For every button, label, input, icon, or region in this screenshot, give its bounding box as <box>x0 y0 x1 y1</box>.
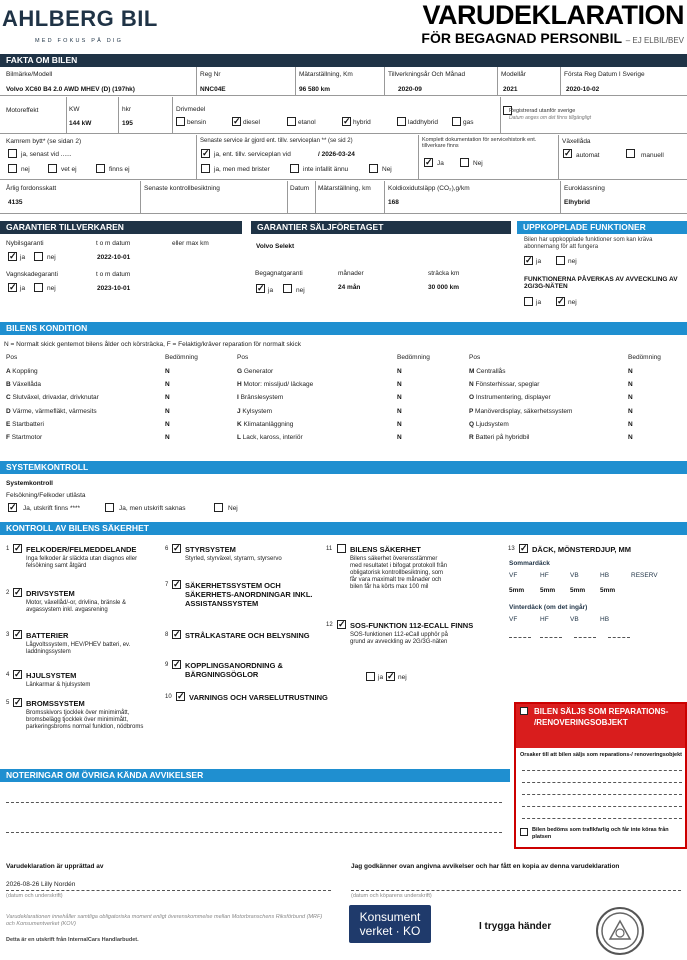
kondition-label: Slutväxel, drivaxlar, drivknutar <box>12 394 99 402</box>
checkbox-item-3[interactable]: ✓ <box>14 629 22 639</box>
reparationsobjekt-title: BILEN SÄLJS SOM REPARATIONS- /RENOVERINGSOBJEKT <box>534 707 669 727</box>
kondition-value: N <box>165 407 170 415</box>
label-vagn-ja: ja <box>20 285 26 292</box>
kondition-value: N <box>628 420 633 428</box>
checkbox-kamrem-ja[interactable] <box>8 149 17 158</box>
sommar-value: 5mm <box>509 587 525 594</box>
ko-line2: verket · KO <box>359 924 421 938</box>
checkbox-service-brister[interactable] <box>201 164 210 173</box>
kondition-label: Bränslesystem <box>240 394 284 402</box>
value-reg: NNC04E <box>200 86 226 93</box>
label-co2: Koldioxidutsläpp (CO₂),g/km <box>388 185 470 192</box>
item-number: 4 <box>6 672 10 678</box>
kondition-row <box>6 434 42 441</box>
kondition-row <box>6 394 99 401</box>
kondition-value: N <box>397 368 402 375</box>
value-service-date: / 2026-03-24 <box>318 151 355 158</box>
item-description: Länkarmar & hjulsystem <box>26 682 91 688</box>
item-description: Bilens säkerhet överensstämmer med resultatet i bifogat protokoll från obligatorisk kontrollbesiktning, som får vara maximalt tre månader och bilen får ha körts max 100 mil <box>350 556 448 590</box>
label-skatt: Årlig fordonsskatt <box>6 185 57 192</box>
label-beg-ja: ja <box>268 287 274 294</box>
label-komplett: Komplett dokumentation för servicehistorik ent. tillverkare finns <box>422 137 537 149</box>
kondition-row <box>469 368 506 375</box>
kondition-key: D <box>6 407 13 415</box>
tire-col-HB: HB <box>600 572 610 579</box>
section-kondition-title: BILENS KONDITION <box>0 322 687 335</box>
label-service: Senaste service är gjord ent. tillv. serviceplan ** (se sid 2) <box>200 138 353 144</box>
kondition-row <box>469 394 551 401</box>
value-skatt: 4135 <box>8 199 23 206</box>
checkbox-kamrem-finns-ej[interactable] <box>96 164 105 173</box>
item-number: 13 <box>508 546 515 552</box>
label-system-saknas: Ja, men utskrift saknas <box>119 505 186 512</box>
checkbox-sos-ja[interactable] <box>366 672 375 681</box>
item-heading: HJULSYSTEM <box>26 671 77 680</box>
checkbox-item-13[interactable]: ✓ <box>520 543 528 553</box>
label-upp-ja: ja <box>536 258 542 265</box>
item-description: Inga felkoder är släckta utan diagnos eller felsökning samt åtgärd <box>26 556 138 569</box>
checkbox-item-4[interactable]: ✓ <box>14 669 22 679</box>
brand-slogan: MED FOKUS PÅ DIG <box>35 38 124 44</box>
section-saljaren-title: GARANTIER SÄLJFÖRETAGET <box>251 221 511 234</box>
label-diesel: diesel <box>243 119 260 126</box>
footer-datum-sign: (datum och underskrift) <box>6 893 63 899</box>
checkbox-automat[interactable]: ✓ <box>564 148 572 158</box>
label-hybrid: hybrid <box>353 119 371 126</box>
value-vagn-date: 2023-10-01 <box>97 285 131 292</box>
checkbox-vagn-ja[interactable]: ✓ <box>9 282 17 292</box>
kondition-label: Startbatteri <box>12 420 44 428</box>
value-selekt: Volvo Selekt <box>256 243 295 250</box>
kondition-legend: N = Normalt skick gentemot bilens ålder och körsträcka, F = Felaktig/kräver reparation för normalt skick <box>4 341 301 348</box>
label-datum: Datum <box>290 185 310 192</box>
tire-col-vinter-HB: HB <box>600 616 610 623</box>
k-bed-2: Bedömning <box>397 354 430 361</box>
kondition-value: N <box>628 407 633 415</box>
footer-date-name: 2026-08-26 Lilly Nordén <box>6 881 76 888</box>
system-head: Systemkontroll <box>6 480 53 487</box>
vinter-value-line <box>608 637 630 638</box>
label-sos-ja: ja <box>378 674 384 681</box>
label-kamrem-vet-ej: vet ej <box>61 166 77 173</box>
ko-line1: Konsument <box>359 910 421 924</box>
item-number: 5 <box>6 700 10 706</box>
label-model: Bilmärke/Modell <box>6 71 53 78</box>
section-garantier-title: GARANTIER TILLVERKAREN <box>0 221 242 234</box>
mrf-seal-icon <box>596 907 644 955</box>
item-description: Lågvoltssystem, HEV/PHEV batteri, ev. laddningssystem <box>26 642 131 655</box>
kondition-key: M <box>469 368 477 375</box>
item-heading: BILENS SÄKERHET <box>350 545 421 554</box>
checkbox-upp2-nej[interactable]: ✓ <box>557 296 565 306</box>
checkbox-sos-nej[interactable]: ✓ <box>387 671 395 681</box>
kondition-value: N <box>397 420 402 428</box>
label-automat: automat <box>576 152 600 159</box>
label-vagn-nej: nej <box>47 285 56 292</box>
tire-col-VF: VF <box>509 572 518 579</box>
brand-name: AHLBERG BIL <box>2 6 158 31</box>
label-komplett-nej: Nej <box>473 160 483 167</box>
label-reg-utanfor: Registrerad utanför sverige <box>509 108 576 114</box>
section-noteringar-title: NOTERINGAR OM ÖVRIGA KÄNDA AVVIKELSER <box>0 769 510 782</box>
document-subtitle: FÖR BEGAGNAD PERSONBIL – EJ ELBIL/BEV <box>421 30 684 46</box>
kondition-key: N <box>469 381 476 389</box>
label-stracka: sträcka km <box>428 270 460 277</box>
checkbox-diesel[interactable]: ✓ <box>233 116 241 126</box>
item-description: Motor, växellåd/-or, drivlina, bränsle & avgassystem inkl. avgasrening <box>26 600 127 613</box>
value-modellar: 2021 <box>503 86 518 93</box>
item-number: 10 <box>165 694 172 700</box>
kondition-label: Fönsterhissar, speglar <box>475 381 540 389</box>
checkbox-item-12[interactable]: ✓ <box>338 619 346 629</box>
value-hkr: 195 <box>122 120 133 127</box>
value-beg-months: 24 mån <box>338 284 361 291</box>
footer-upprattad: Varudeklaration är upprättad av <box>6 863 104 870</box>
checkbox-nybil-nej[interactable] <box>34 252 43 261</box>
kondition-row <box>237 368 273 375</box>
checkbox-upp-ja[interactable]: ✓ <box>525 255 533 265</box>
label-bensin: bensin <box>187 119 207 126</box>
label-beg-nej: nej <box>296 287 305 294</box>
kondition-value: N <box>397 434 402 441</box>
label-sos-nej: nej <box>398 674 407 681</box>
k-pos-2: Pos <box>237 354 249 361</box>
checkbox-bensin[interactable] <box>176 117 185 126</box>
k-bed-3: Bedömning <box>628 354 661 361</box>
tire-col-RESERV: RESERV <box>631 572 658 579</box>
label-modellar: Modellår <box>501 71 526 78</box>
checkbox-komplett-ja[interactable]: ✓ <box>425 157 433 167</box>
footer-godkanner: Jag godkänner ovan angivna avvikelser och har fått en kopia av denna varudeklaration <box>351 863 620 870</box>
item-number: 7 <box>165 582 169 588</box>
label-drivmedel: Drivmedel <box>176 106 206 113</box>
label-forsta: Första Reg Datum I Sverige <box>564 71 645 78</box>
note-reg-utanfor: Datum anges om det finns tillgängligt <box>509 115 591 121</box>
kondition-label: Motor: missljud/ läckage <box>243 381 314 389</box>
checkbox-service-nej[interactable] <box>369 164 378 173</box>
kondition-key: B <box>6 381 13 389</box>
kondition-row <box>237 434 303 441</box>
checkbox-beg-nej[interactable] <box>283 284 292 293</box>
kondition-row <box>6 408 97 415</box>
vinter-value-line <box>540 637 562 638</box>
kondition-value: N <box>628 368 633 375</box>
item-heading: FELKODER/FELMEDDELANDE <box>26 545 137 554</box>
label-manuell: manuell <box>641 152 664 159</box>
kondition-row <box>237 381 313 388</box>
kondition-key: C <box>6 394 13 402</box>
label-nybil: Nybilsgaranti <box>6 240 44 247</box>
checkbox-item-7[interactable]: ✓ <box>173 579 181 589</box>
label-nybil-ja: ja <box>20 254 26 261</box>
checkbox-hybrid[interactable]: ✓ <box>343 116 351 126</box>
label-upp-nej: nej <box>568 258 577 265</box>
checkbox-laddhybrid[interactable] <box>397 117 406 126</box>
label-nybil-max: eller max km <box>172 240 209 247</box>
system-sub: Felsökning/Felkoder utlästa <box>6 492 86 499</box>
kondition-label: Batteri på hybridbil <box>475 434 530 441</box>
checkbox-item-11[interactable] <box>337 544 346 553</box>
label-nybil-tom: t o m datum <box>96 240 131 247</box>
item-heading: KOPPLINGSANORDNING & BÄRGNINGSÖGLOR <box>185 661 283 679</box>
kondition-key: O <box>469 394 476 402</box>
item-heading: STYRSYSTEM <box>185 545 236 554</box>
kondition-value: N <box>165 394 170 402</box>
reparationsobjekt-header <box>516 704 685 748</box>
kondition-label: Manöverdisplay, säkerhetssystem <box>475 407 573 415</box>
item-number: 1 <box>6 546 10 552</box>
kondition-row <box>237 394 283 401</box>
kondition-row <box>469 381 539 388</box>
checkbox-komplett-nej[interactable] <box>460 158 469 167</box>
checkbox-item-6[interactable]: ✓ <box>173 543 181 553</box>
uppkopplade-question: Bilen har uppkopplade funktioner som kan kräva abonnemang för att fungera <box>524 237 653 250</box>
tire-col-vinter-VB: VB <box>570 616 579 623</box>
label-vaxellada: Växellåda <box>562 138 591 145</box>
kondition-label: Instrumentering, displayer <box>475 394 551 402</box>
item-number: 8 <box>165 632 169 638</box>
label-matarst: Mätarställning, km <box>318 185 371 192</box>
k-pos-3: Pos <box>469 354 481 361</box>
value-kw: 144 kW <box>69 120 92 127</box>
label-system-ja: Ja, utskrift finns **** <box>23 505 81 512</box>
checkbox-item-2[interactable]: ✓ <box>14 587 22 597</box>
sommar-value: 5mm <box>570 587 586 594</box>
checkbox-item-9[interactable]: ✓ <box>173 659 181 669</box>
label-service-nej: Nej <box>382 166 392 173</box>
label-system-nej: Nej <box>228 505 238 512</box>
label-besiktning: Senaste kontrollbesiktning <box>144 185 220 192</box>
footer-trygga: I trygga händer <box>479 921 552 932</box>
kondition-row <box>6 368 38 375</box>
label-kamrem-nej: nej <box>21 166 30 173</box>
label-service-inte: inte infallit ännu <box>303 166 349 173</box>
kondition-label: Kylsystem <box>242 407 273 415</box>
kondition-key: I <box>237 394 241 402</box>
kondition-key: F <box>6 434 12 441</box>
kondition-row <box>469 434 529 441</box>
kondition-value: N <box>165 368 170 375</box>
kondition-row <box>469 408 572 415</box>
reparationsobjekt-box <box>514 702 687 849</box>
kondition-key: E <box>6 420 13 428</box>
kondition-key: H <box>237 381 244 389</box>
label-nybil-nej: nej <box>47 254 56 261</box>
item-description: Styrled, styrväxel, styrarm, styrservo <box>185 556 282 562</box>
value-nybil-date: 2022-10-01 <box>97 254 131 261</box>
item-number: 2 <box>6 590 10 596</box>
kondition-value: N <box>628 434 633 441</box>
footer-utskrift: Detta är en utskrift från InternalCars Handlarbudet. <box>6 937 139 943</box>
vinter-value-line <box>574 637 596 638</box>
checkbox-system-saknas[interactable] <box>105 503 114 512</box>
item-description: Bromsskivors tjocklek över minimimått, bromsbelägg tjocklek över minimimått, parkeringsbroms normal funktion, nödbroms <box>26 710 144 730</box>
label-hkr: hkr <box>122 106 132 113</box>
brand-logo <box>2 6 192 46</box>
kondition-row <box>6 421 44 428</box>
k-bed-1: Bedömning <box>165 354 198 361</box>
item-description: SOS-funktionen 112-eCall upphör på grund av avveckling av 2G/3G-näten <box>350 632 448 645</box>
vinter-value-line <box>509 637 531 638</box>
checkbox-beg-ja[interactable]: ✓ <box>257 283 265 293</box>
checkbox-upp-nej[interactable] <box>556 256 565 265</box>
kondition-key: R <box>469 434 476 441</box>
value-euro: Elhybrid <box>564 199 591 206</box>
kondition-label: Klimatanläggning <box>243 420 294 428</box>
footer-kopare: (datum och köparens underskrift) <box>351 893 432 899</box>
label-reg: Reg Nr <box>200 71 221 78</box>
uppkopplade-sub: FUNKTIONERNA PÅVERKAS AV AVVECKLING AV 2G/3G-NÄTEN <box>524 276 678 290</box>
sommar-value: 5mm <box>540 587 556 594</box>
label-laddhybrid: laddhybrid <box>408 119 438 126</box>
checkbox-trafikfarlig[interactable] <box>520 828 528 836</box>
item-heading: DÄCK, MÖNSTERDJUP, MM <box>532 545 632 554</box>
label-kamrem-ja: ja, senast vid ...... <box>21 151 72 158</box>
item-number: 6 <box>165 546 169 552</box>
document-title-block <box>421 0 684 48</box>
label-upp2-nej: nej <box>568 299 577 306</box>
value-beg-km: 30 000 km <box>428 284 460 291</box>
kondition-value: N <box>397 381 402 389</box>
checkbox-vagn-nej[interactable] <box>34 283 43 292</box>
document-title: VARUDEKLARATION <box>422 0 684 30</box>
label-manader: månader <box>338 270 364 277</box>
item-heading: SOS-FUNKTION 112-ECALL FINNS <box>350 621 474 630</box>
kondition-row <box>237 421 293 428</box>
kondition-row <box>6 381 41 388</box>
tire-col-vinter-HF: HF <box>540 616 549 623</box>
section-fakta-title: FAKTA OM BILEN <box>0 54 687 67</box>
item-number: 3 <box>6 632 10 638</box>
label-etanol: etanol <box>298 119 316 126</box>
value-km: 96 580 km <box>299 86 331 93</box>
k-pos-1: Pos <box>6 354 18 361</box>
label-tillv: Tillverkningsår Och Månad <box>388 71 466 78</box>
item-number: 11 <box>326 546 333 552</box>
checkbox-item-1[interactable]: ✓ <box>14 543 22 553</box>
kondition-row <box>469 421 509 428</box>
item-number: 9 <box>165 662 169 668</box>
checkbox-upp2-ja[interactable] <box>524 297 533 306</box>
kondition-value: N <box>628 381 633 389</box>
checkbox-service-inte[interactable] <box>290 164 299 173</box>
item-number: 12 <box>326 622 333 628</box>
section-system-title: SYSTEMKONTROLL <box>0 461 687 474</box>
checkbox-service-ja[interactable]: ✓ <box>202 148 210 158</box>
reparationsobjekt-orsaker: Orsaker till att bilen säljs som reparations-/ renoveringsobjekt <box>520 752 682 758</box>
item-heading: STRÅLKASTARE OCH BELYSNING <box>185 631 310 640</box>
kondition-row <box>237 408 272 415</box>
kondition-label: Startmotor <box>11 434 43 441</box>
tire-col-vinter-VF: VF <box>509 616 518 623</box>
checkbox-item-5[interactable]: ✓ <box>14 697 22 707</box>
label-service-ja: ja, ent. tillv. serviceplan vid <box>214 151 291 158</box>
label-kw: KW <box>69 106 80 113</box>
kondition-key: Q <box>469 420 476 428</box>
value-model: Volvo XC60 B4 2.0 AWD MHEV (D) (197hk) <box>6 86 135 93</box>
label-vagn-tom: t o m datum <box>96 271 131 278</box>
value-co2: 168 <box>388 199 399 206</box>
vinter-label: Vinterdäck (om det ingår) <box>509 604 588 611</box>
checkbox-gas[interactable] <box>452 117 461 126</box>
section-sakerhet-title: KONTROLL AV BILENS SÄKERHET <box>0 522 687 535</box>
kondition-label: Koppling <box>12 368 38 375</box>
sommar-label: Sommardäck <box>509 560 550 567</box>
tire-col-HF: HF <box>540 572 549 579</box>
kondition-value: N <box>165 434 170 441</box>
kondition-key: G <box>237 368 244 375</box>
label-km: Mätarställning, Km <box>299 71 353 78</box>
kondition-value: N <box>165 420 170 428</box>
label-vagn: Vagnskadegaranti <box>6 271 58 278</box>
kondition-value: N <box>165 381 170 389</box>
kondition-value: N <box>628 394 633 402</box>
checkbox-system-nej[interactable] <box>214 503 223 512</box>
kondition-label: Ljudsystem <box>475 420 509 428</box>
kondition-key: A <box>6 368 13 375</box>
kondition-label: Värme, värmefläkt, värmesits <box>12 407 97 415</box>
kondition-key: L <box>237 434 243 441</box>
checkbox-nybil-ja[interactable]: ✓ <box>9 251 17 261</box>
kondition-label: Lack, kaross, interiör <box>242 434 303 441</box>
label-euro: Euroklassning <box>564 185 605 192</box>
tire-col-VB: VB <box>570 572 579 579</box>
kondition-value: N <box>397 394 402 402</box>
label-motoreffekt: Motoreffekt <box>6 107 39 114</box>
konsumentverket-logo <box>349 905 431 943</box>
kondition-label: Generator <box>243 368 274 375</box>
sommar-value: 5mm <box>600 587 616 594</box>
kondition-value: N <box>397 407 402 415</box>
checkbox-manuell[interactable] <box>626 149 635 158</box>
kondition-label: Växellåda <box>12 381 42 389</box>
label-service-brister: ja, men med brister <box>214 166 270 173</box>
kondition-label: Centrallås <box>476 368 506 375</box>
label-kamrem: Kamrem bytt* (se sidan 2) <box>6 138 82 145</box>
kondition-key: P <box>469 407 476 415</box>
value-forsta: 2020-10-02 <box>566 86 600 93</box>
checkbox-kamrem-vet-ej[interactable] <box>48 164 57 173</box>
kondition-key: K <box>237 420 244 428</box>
item-heading: DRIVSYSTEM <box>26 589 75 598</box>
checkbox-item-10[interactable]: ✓ <box>177 691 185 701</box>
item-heading: BROMSSYSTEM <box>26 699 85 708</box>
footer-disclaimer: Varudeklarationen innehåller samtliga obligatoriska moment enligt överenskommelse mellan Motorbranschens Riksförbund (MRF) och Konsumentverket (KOV) <box>6 914 323 927</box>
section-uppkopplade-title: UPPKOPPLADE FUNKTIONER <box>517 221 687 234</box>
label-komplett-ja: Ja <box>437 160 444 167</box>
label-gas: gas <box>463 119 474 126</box>
checkbox-etanol[interactable] <box>287 117 296 126</box>
item-heading: BATTERIER <box>26 631 69 640</box>
label-kamrem-finns-ej: finns ej <box>109 166 130 173</box>
item-heading: VARNINGS OCH VARSELUTRUSTNING <box>189 693 328 702</box>
checkbox-system-ja[interactable]: ✓ <box>9 502 17 512</box>
value-tillv: 2020-09 <box>398 86 422 93</box>
label-beg: Begagnatgaranti <box>255 270 303 277</box>
checkbox-item-8[interactable]: ✓ <box>173 629 181 639</box>
checkbox-reparationsobjekt[interactable] <box>520 707 528 715</box>
label-upp2-ja: ja <box>536 299 542 306</box>
checkbox-kamrem-nej[interactable] <box>8 164 17 173</box>
trafikfarlig-label: Bilen bedöms som trafikfarlig och får inte köras från platsen <box>532 827 669 840</box>
item-heading: SÄKERHETSSYSTEM OCH SÄKERHETS-ANORDNINGAR INKL. ASSISTANSSYSTEM <box>185 581 313 608</box>
kondition-key: J <box>237 407 243 415</box>
